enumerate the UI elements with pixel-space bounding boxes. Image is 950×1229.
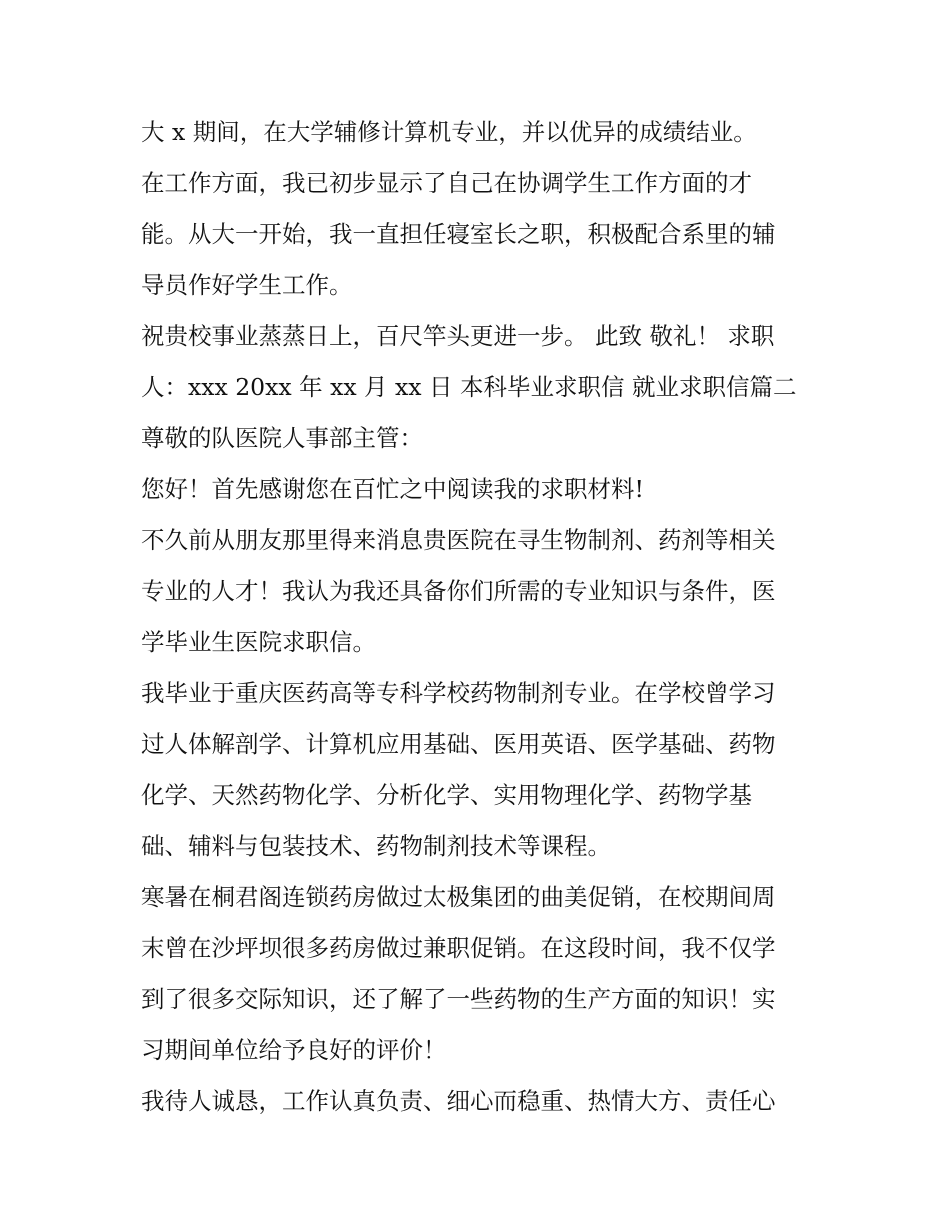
text-line: 我待人诚恳，工作认真负责、细心而稳重、热情大方、责任心 bbox=[141, 1087, 776, 1115]
text-line: 能。从大一开始，我一直担任寝室长之职，积极配合系里的辅 bbox=[141, 220, 776, 248]
text-line: 我毕业于重庆医药高等专科学校药物制剂专业。在学校曾学习 bbox=[141, 679, 776, 707]
text-line: 础、辅料与包装技术、药物制剂技术等课程。 bbox=[141, 832, 611, 860]
text-line: 您好！首先感谢您在百忙之中阅读我的求职材料! bbox=[141, 475, 644, 503]
text-line: 祝贵校事业蒸蒸日上，百尺竿头更进一步。 此致 敬礼！ 求职 bbox=[141, 322, 775, 350]
text-line: 习期间单位给予良好的评价！ bbox=[141, 1036, 447, 1064]
text-line: 学毕业生医院求职信。 bbox=[141, 628, 376, 656]
text-line: 化学、天然药物化学、分析化学、实用物理化学、药物学基 bbox=[141, 781, 752, 809]
text-line: 人：xxx 20xx 年 xx 月 xx 日 本科毕业求职信 就业求职信篇二 bbox=[141, 373, 797, 401]
body-text bbox=[141, 107, 821, 1127]
text-line: 不久前从朋友那里得来消息贵医院在寻生物制剂、药剂等相关 bbox=[141, 526, 776, 554]
text-line: 在工作方面，我已初步显示了自己在协调学生工作方面的才 bbox=[141, 169, 752, 197]
text-line: 专业的人才！我认为我还具备你们所需的专业知识与条件，医 bbox=[141, 577, 776, 605]
text-line: 尊敬的队医院人事部主管： bbox=[141, 424, 423, 452]
text-line: 大 x 期间，在大学辅修计算机专业，并以优异的成绩结业。 bbox=[141, 118, 757, 146]
text-line: 末曾在沙坪坝很多药房做过兼职促销。在这段时间，我不仅学 bbox=[141, 934, 776, 962]
text-line: 导员作好学生工作。 bbox=[141, 271, 353, 299]
text-line: 到了很多交际知识，还了解了一些药物的生产方面的知识！实 bbox=[141, 985, 776, 1013]
text-line: 过人体解剖学、计算机应用基础、医用英语、医学基础、药物 bbox=[141, 730, 776, 758]
text-line: 寒暑在桐君阁连锁药房做过太极集团的曲美促销，在校期间周 bbox=[141, 883, 776, 911]
